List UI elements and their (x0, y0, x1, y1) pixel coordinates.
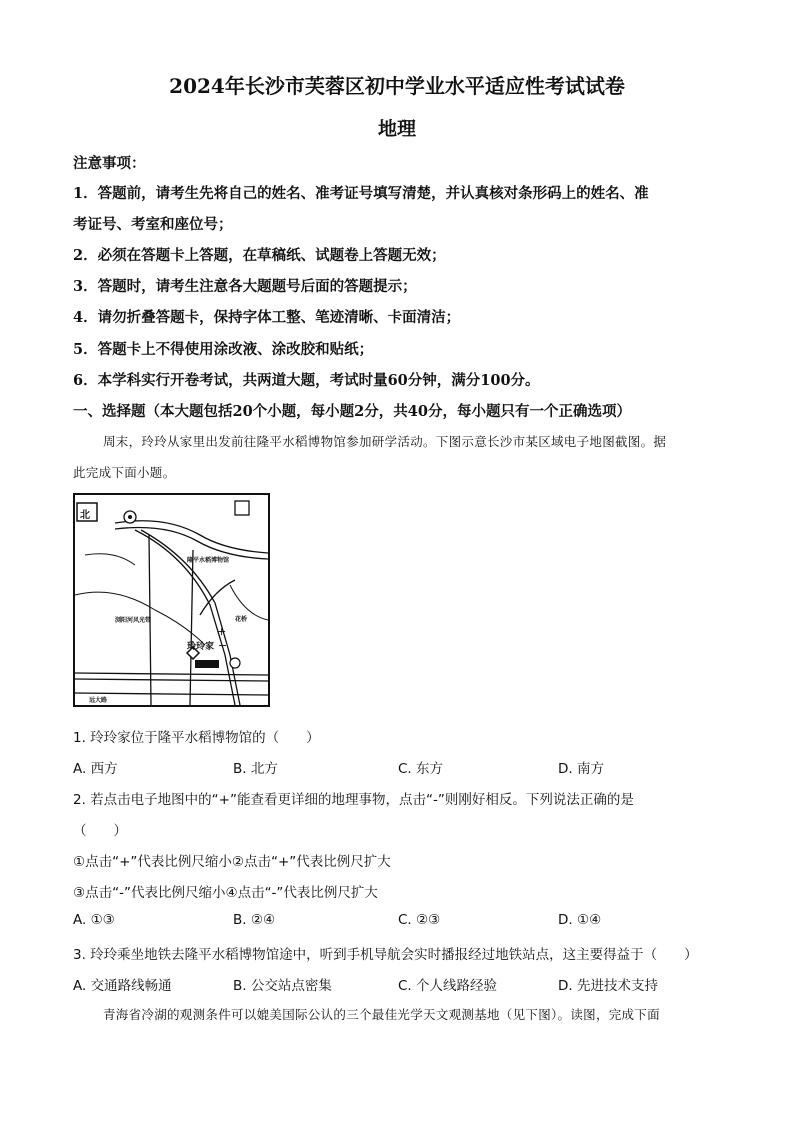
q3-option-c[interactable]: C. 个人线路经验 (398, 978, 498, 994)
passage-line: 青海省冷湖的观测条件可以媲美国际公认的三个最佳光学天文观测基地（见下图）。读图，完成下面 (103, 1007, 660, 1022)
q1-option-c[interactable]: C. 东方 (398, 761, 444, 777)
notice-item: 3．答题时，请考生注意各大题题号后面的答题提示； (73, 278, 417, 295)
svg-text:+: + (217, 625, 227, 638)
page-title: 2024年长沙市芙蓉区初中学业水平适应性考试试卷 (169, 74, 625, 98)
passage-line: 周末，玲玲从家里出发前往隆平水稻博物馆参加研学活动。下图示意长沙市某区域电子地图截图。据 (103, 434, 667, 449)
museum-label: 隆平水稻博物馆 (187, 557, 230, 564)
question-2-bracket: （ ） (73, 823, 127, 839)
q1-option-a[interactable]: A. 西方 (73, 761, 118, 777)
road-label: 远大路 (89, 697, 108, 704)
question-2: 2. 若点击电子地图中的“+”能查看更详细的地理事物，点击“-”则刚好相反。下列说法正确的是 (73, 792, 634, 808)
notice-item: 1．答题前，请考生先将自己的姓名、准考证号填写清楚，并认真核对条形码上的姓名、准 (73, 185, 649, 202)
q2-option-d[interactable]: D. ①④ (558, 912, 602, 928)
q3-option-d[interactable]: D. 先进技术支持 (558, 978, 658, 994)
q3-option-a[interactable]: A. 交通路线畅通 (73, 978, 172, 994)
lake-label: 浏阳河风光带 (115, 617, 152, 624)
question-1: 1. 玲玲家位于隆平水稻博物馆的（ ） (73, 730, 320, 746)
question-3: 3. 玲玲乘坐地铁去隆平水稻博物馆途中，听到手机导航会实时播报经过地铁站点，这主要得益于（ ） (73, 947, 698, 963)
q2-option-a[interactable]: A. ①③ (73, 912, 115, 928)
north-label: 北 (80, 510, 90, 521)
passage-line: 此完成下面小题。 (73, 465, 176, 480)
q1-option-d[interactable]: D. 南方 (558, 761, 604, 777)
home-label: 玲玲家 (187, 642, 215, 652)
city-map-figure (73, 493, 270, 707)
notice-item: 2．必须在答题卡上答题，在草稿纸、试题卷上答题无效； (73, 247, 446, 264)
notice-item: 4．请勿折叠答题卡，保持字体工整、笔迹清晰、卡面清洁； (73, 309, 461, 326)
q2-option-c[interactable]: C. ②③ (398, 912, 441, 928)
notice-item: 考证号、考室和座位号； (73, 216, 233, 233)
question-2-statements: ①点击“+”代表比例尺缩小②点击“+”代表比例尺扩大 (73, 854, 391, 870)
notice-heading: 注意事项： (73, 155, 146, 172)
notice-item: 6．本学科实行开卷考试，共两道大题，考试时量60分钟，满分100分。 (73, 372, 540, 389)
q1-option-b[interactable]: B. 北方 (233, 761, 278, 777)
notice-item: 5．答题卡上不得使用涂改液、涂改胶和贴纸； (73, 341, 374, 358)
q3-option-b[interactable]: B. 公交站点密集 (233, 978, 332, 994)
station-label: 花桥 (235, 616, 248, 623)
svg-text:−: − (218, 639, 228, 652)
subject-title: 地理 (377, 118, 416, 140)
q2-option-b[interactable]: B. ②④ (233, 912, 276, 928)
section-heading: 一、选择题（本大题包括20个小题，每小题2分，共40分，每小题只有一个正确选项） (73, 403, 631, 420)
question-2-statements: ③点击“-”代表比例尺缩小④点击“-”代表比例尺扩大 (73, 885, 378, 901)
map-roads (75, 495, 268, 705)
